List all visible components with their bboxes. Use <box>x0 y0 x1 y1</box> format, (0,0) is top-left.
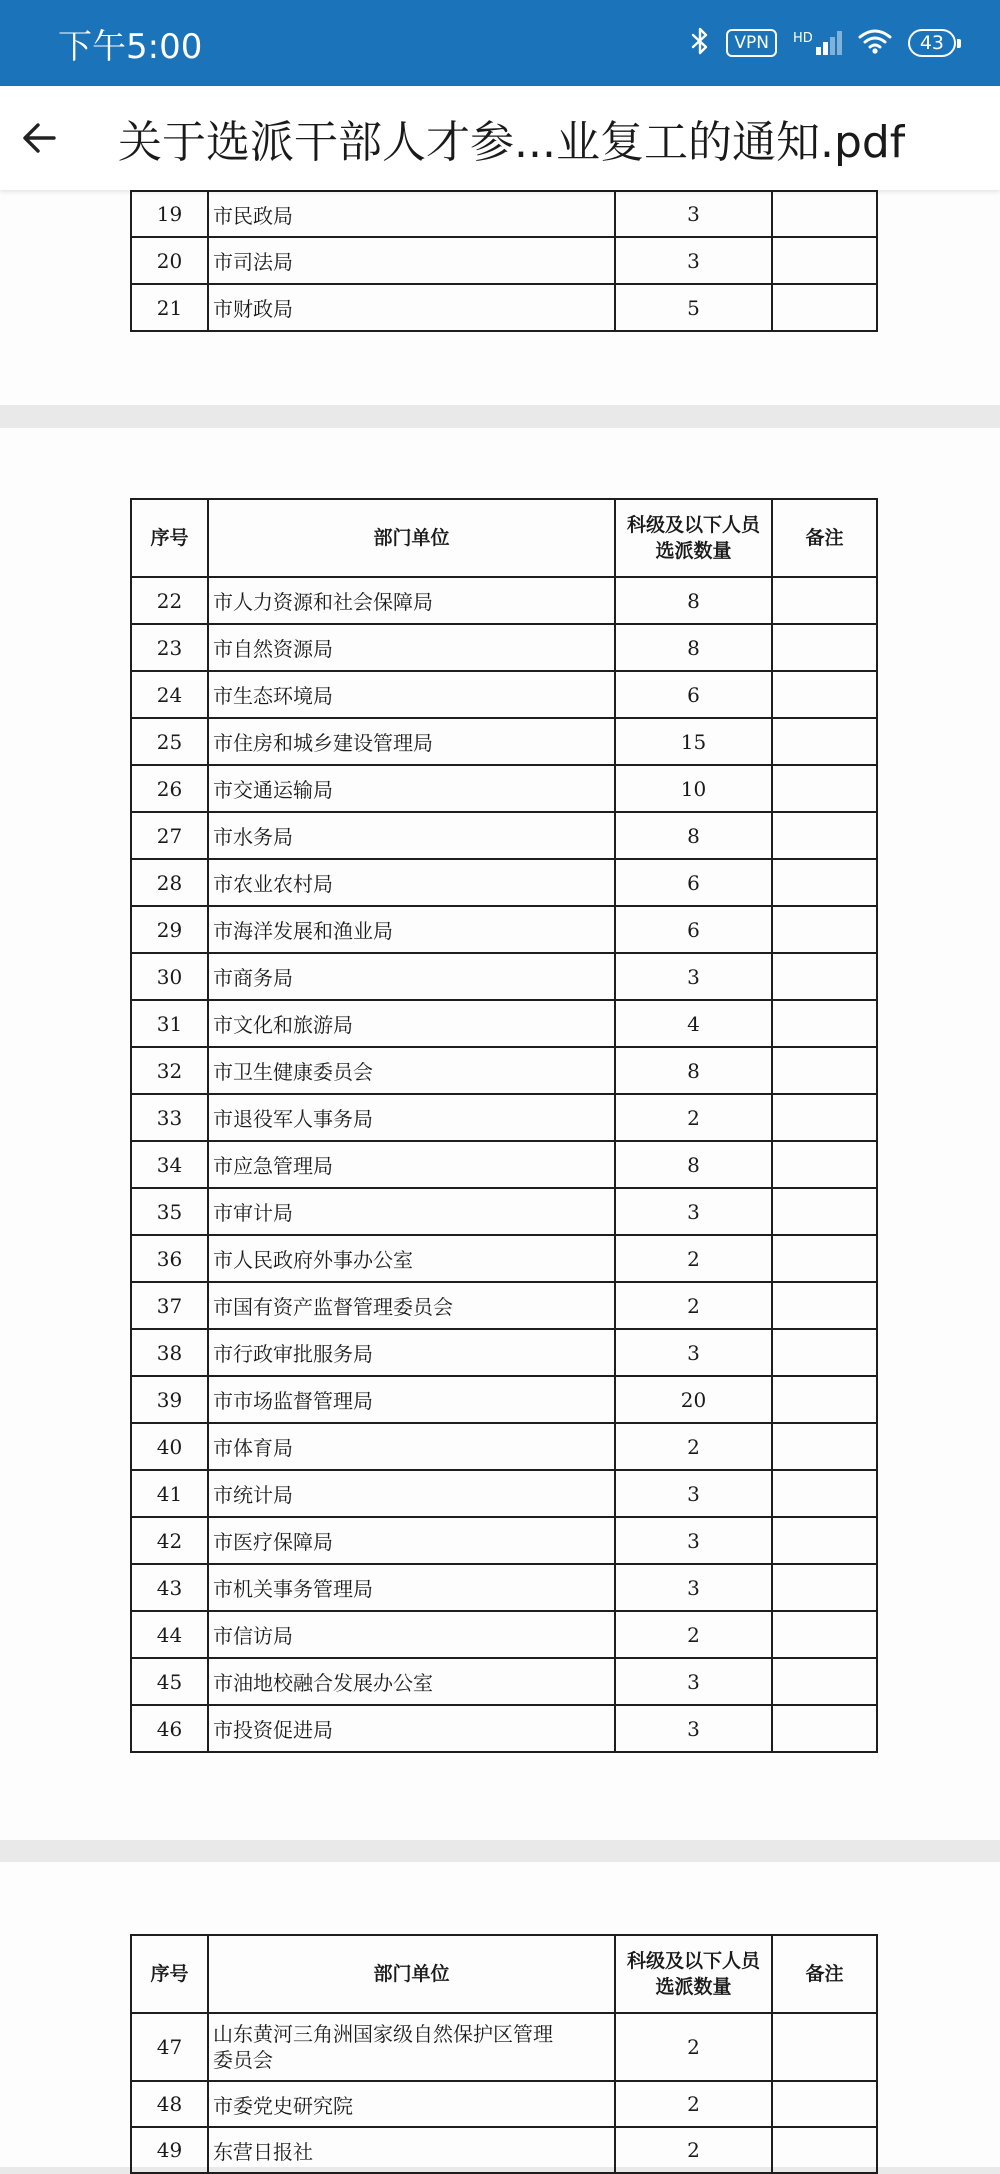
row-count: 6 <box>615 859 772 906</box>
row-note <box>772 2013 877 2081</box>
row-note <box>772 1188 877 1235</box>
table-row <box>131 237 877 284</box>
row-department: 市农业农村局 <box>208 859 615 906</box>
table-row <box>131 1047 877 1094</box>
row-note <box>772 284 877 331</box>
cell-signal-icon <box>793 31 842 55</box>
row-department: 市水务局 <box>208 812 615 859</box>
table-row <box>131 1000 877 1047</box>
row-note <box>772 1047 877 1094</box>
document-title: 关于选派干部人才参...业复工的通知.pdf <box>118 117 906 168</box>
row-note <box>772 1376 877 1423</box>
row-number: 42 <box>131 1517 208 1564</box>
row-count: 3 <box>615 1188 772 1235</box>
row-note <box>772 1141 877 1188</box>
row-number: 48 <box>131 2081 208 2127</box>
header-count <box>615 1935 772 2013</box>
table-row <box>131 1329 877 1376</box>
pdf-page-3[interactable] <box>0 1862 1000 2167</box>
row-note <box>772 1282 877 1329</box>
header-count-line1: 科级及以下人员 <box>626 514 760 536</box>
row-number: 44 <box>131 1611 208 1658</box>
battery-icon: 43 <box>908 29 956 57</box>
status-icons <box>690 27 956 59</box>
row-number: 32 <box>131 1047 208 1094</box>
row-department: 市退役军人事务局 <box>208 1094 615 1141</box>
row-department: 东营日报社 <box>208 2127 615 2173</box>
data-table <box>130 498 878 1753</box>
row-department: 市财政局 <box>208 284 615 331</box>
row-number: 47 <box>131 2013 208 2081</box>
header-count <box>615 499 772 577</box>
row-number: 41 <box>131 1470 208 1517</box>
row-count: 10 <box>615 765 772 812</box>
row-note <box>772 1658 877 1705</box>
row-note <box>772 812 877 859</box>
table-row <box>131 2081 877 2127</box>
table-row <box>131 1094 877 1141</box>
row-number: 35 <box>131 1188 208 1235</box>
row-number: 36 <box>131 1235 208 1282</box>
table-row <box>131 1611 877 1658</box>
row-count: 8 <box>615 624 772 671</box>
row-count: 20 <box>615 1376 772 1423</box>
row-note <box>772 2081 877 2127</box>
table-row <box>131 906 877 953</box>
row-count: 2 <box>615 2127 772 2173</box>
row-department: 市行政审批服务局 <box>208 1329 615 1376</box>
row-number: 33 <box>131 1094 208 1141</box>
row-note <box>772 1094 877 1141</box>
row-department: 市信访局 <box>208 1611 615 1658</box>
row-department: 市委党史研究院 <box>208 2081 615 2127</box>
table-row <box>131 2127 877 2173</box>
back-arrow-icon <box>22 122 56 154</box>
row-note <box>772 1000 877 1047</box>
row-number: 31 <box>131 1000 208 1047</box>
table-header-row <box>131 1935 877 2013</box>
title-bar <box>0 86 1000 190</box>
row-department: 市机关事务管理局 <box>208 1564 615 1611</box>
row-number: 25 <box>131 718 208 765</box>
table-row <box>131 1517 877 1564</box>
row-note <box>772 191 877 237</box>
header-seq: 序号 <box>131 1935 208 2013</box>
row-count: 3 <box>615 237 772 284</box>
row-number: 22 <box>131 577 208 624</box>
row-note <box>772 237 877 284</box>
header-count-line1: 科级及以下人员 <box>626 1950 760 1972</box>
row-count: 15 <box>615 718 772 765</box>
table-row <box>131 2013 877 2081</box>
row-number: 19 <box>131 191 208 237</box>
row-department: 市体育局 <box>208 1423 615 1470</box>
row-department: 市商务局 <box>208 953 615 1000</box>
header-count-line2: 选派数量 <box>655 1976 732 1998</box>
row-department: 市海洋发展和渔业局 <box>208 906 615 953</box>
row-number: 27 <box>131 812 208 859</box>
row-note <box>772 577 877 624</box>
table-row <box>131 765 877 812</box>
row-count: 6 <box>615 671 772 718</box>
row-department: 市统计局 <box>208 1470 615 1517</box>
table-row <box>131 953 877 1000</box>
vpn-icon: VPN <box>726 29 777 57</box>
row-note <box>772 1470 877 1517</box>
data-table <box>130 1934 878 2174</box>
row-number: 21 <box>131 284 208 331</box>
row-count: 2 <box>615 1094 772 1141</box>
row-count: 8 <box>615 1047 772 1094</box>
table-row <box>131 1564 877 1611</box>
row-department: 市人力资源和社会保障局 <box>208 577 615 624</box>
row-note <box>772 718 877 765</box>
table-row <box>131 1470 877 1517</box>
row-note <box>772 859 877 906</box>
row-note <box>772 671 877 718</box>
row-count: 3 <box>615 1705 772 1752</box>
row-count: 3 <box>615 1564 772 1611</box>
row-count: 4 <box>615 1000 772 1047</box>
row-note <box>772 1517 877 1564</box>
row-note <box>772 624 877 671</box>
row-number: 46 <box>131 1705 208 1752</box>
header-dept: 部门单位 <box>208 1935 615 2013</box>
status-time: 下午5:00 <box>58 26 203 67</box>
row-note <box>772 1564 877 1611</box>
row-department: 市审计局 <box>208 1188 615 1235</box>
row-note <box>772 906 877 953</box>
bluetooth-icon <box>690 27 710 59</box>
row-count: 2 <box>615 1611 772 1658</box>
header-count-line2: 选派数量 <box>655 540 732 562</box>
row-department: 市人民政府外事办公室 <box>208 1235 615 1282</box>
header-dept: 部门单位 <box>208 499 615 577</box>
row-note <box>772 1705 877 1752</box>
row-count: 2 <box>615 2013 772 2081</box>
table-row <box>131 1141 877 1188</box>
row-number: 20 <box>131 237 208 284</box>
row-count: 2 <box>615 1282 772 1329</box>
row-note <box>772 2127 877 2173</box>
row-department: 市民政局 <box>208 191 615 237</box>
wifi-icon <box>858 28 892 58</box>
row-department: 市交通运输局 <box>208 765 615 812</box>
row-department: 市文化和旅游局 <box>208 1000 615 1047</box>
row-department: 市国有资产监督管理委员会 <box>208 1282 615 1329</box>
row-note <box>772 1611 877 1658</box>
row-count: 5 <box>615 284 772 331</box>
row-number: 23 <box>131 624 208 671</box>
row-count: 8 <box>615 1141 772 1188</box>
table-row <box>131 1188 877 1235</box>
pdf-page-2[interactable] <box>0 428 1000 1840</box>
table-row <box>131 1235 877 1282</box>
row-note <box>772 1235 877 1282</box>
row-number: 40 <box>131 1423 208 1470</box>
row-count: 8 <box>615 577 772 624</box>
row-number: 24 <box>131 671 208 718</box>
table-row <box>131 624 877 671</box>
hd-label: HD <box>793 31 813 46</box>
row-number: 30 <box>131 953 208 1000</box>
row-count: 3 <box>615 1329 772 1376</box>
row-count: 8 <box>615 812 772 859</box>
back-button[interactable] <box>4 86 74 190</box>
row-department: 市应急管理局 <box>208 1141 615 1188</box>
row-count: 2 <box>615 2081 772 2127</box>
row-count: 2 <box>615 1235 772 1282</box>
table-row <box>131 577 877 624</box>
data-table <box>130 190 878 332</box>
row-number: 28 <box>131 859 208 906</box>
table-row <box>131 859 877 906</box>
table-row <box>131 718 877 765</box>
row-number: 43 <box>131 1564 208 1611</box>
row-number: 34 <box>131 1141 208 1188</box>
row-department: 市生态环境局 <box>208 671 615 718</box>
row-department: 市油地校融合发展办公室 <box>208 1658 615 1705</box>
table-row <box>131 812 877 859</box>
row-note <box>772 1423 877 1470</box>
row-note <box>772 1329 877 1376</box>
table-row <box>131 1705 877 1752</box>
row-note <box>772 953 877 1000</box>
row-department-line2: 委员会 <box>213 2048 273 2072</box>
status-bar <box>0 0 1000 86</box>
table-header-row <box>131 499 877 577</box>
row-count: 3 <box>615 1658 772 1705</box>
row-count: 3 <box>615 953 772 1000</box>
row-number: 39 <box>131 1376 208 1423</box>
row-number: 26 <box>131 765 208 812</box>
row-department <box>208 2013 615 2081</box>
row-count: 3 <box>615 1517 772 1564</box>
row-department: 市自然资源局 <box>208 624 615 671</box>
table-row <box>131 1282 877 1329</box>
row-department: 市投资促进局 <box>208 1705 615 1752</box>
row-department: 市司法局 <box>208 237 615 284</box>
table-row <box>131 1376 877 1423</box>
row-note <box>772 765 877 812</box>
row-count: 6 <box>615 906 772 953</box>
table-row <box>131 1658 877 1705</box>
row-count: 3 <box>615 191 772 237</box>
row-department: 市卫生健康委员会 <box>208 1047 615 1094</box>
row-number: 37 <box>131 1282 208 1329</box>
row-number: 45 <box>131 1658 208 1705</box>
row-number: 49 <box>131 2127 208 2173</box>
row-number: 29 <box>131 906 208 953</box>
row-count: 2 <box>615 1423 772 1470</box>
table-row <box>131 1423 877 1470</box>
table-row <box>131 671 877 718</box>
row-count: 3 <box>615 1470 772 1517</box>
pdf-page-1[interactable] <box>0 190 1000 405</box>
table-row <box>131 191 877 237</box>
header-seq: 序号 <box>131 499 208 577</box>
row-department: 市医疗保障局 <box>208 1517 615 1564</box>
row-department: 市市场监督管理局 <box>208 1376 615 1423</box>
table-row <box>131 284 877 331</box>
row-department: 市住房和城乡建设管理局 <box>208 718 615 765</box>
header-note: 备注 <box>772 499 877 577</box>
header-note: 备注 <box>772 1935 877 2013</box>
row-department-line1: 山东黄河三角洲国家级自然保护区管理 <box>213 2022 553 2046</box>
row-number: 38 <box>131 1329 208 1376</box>
